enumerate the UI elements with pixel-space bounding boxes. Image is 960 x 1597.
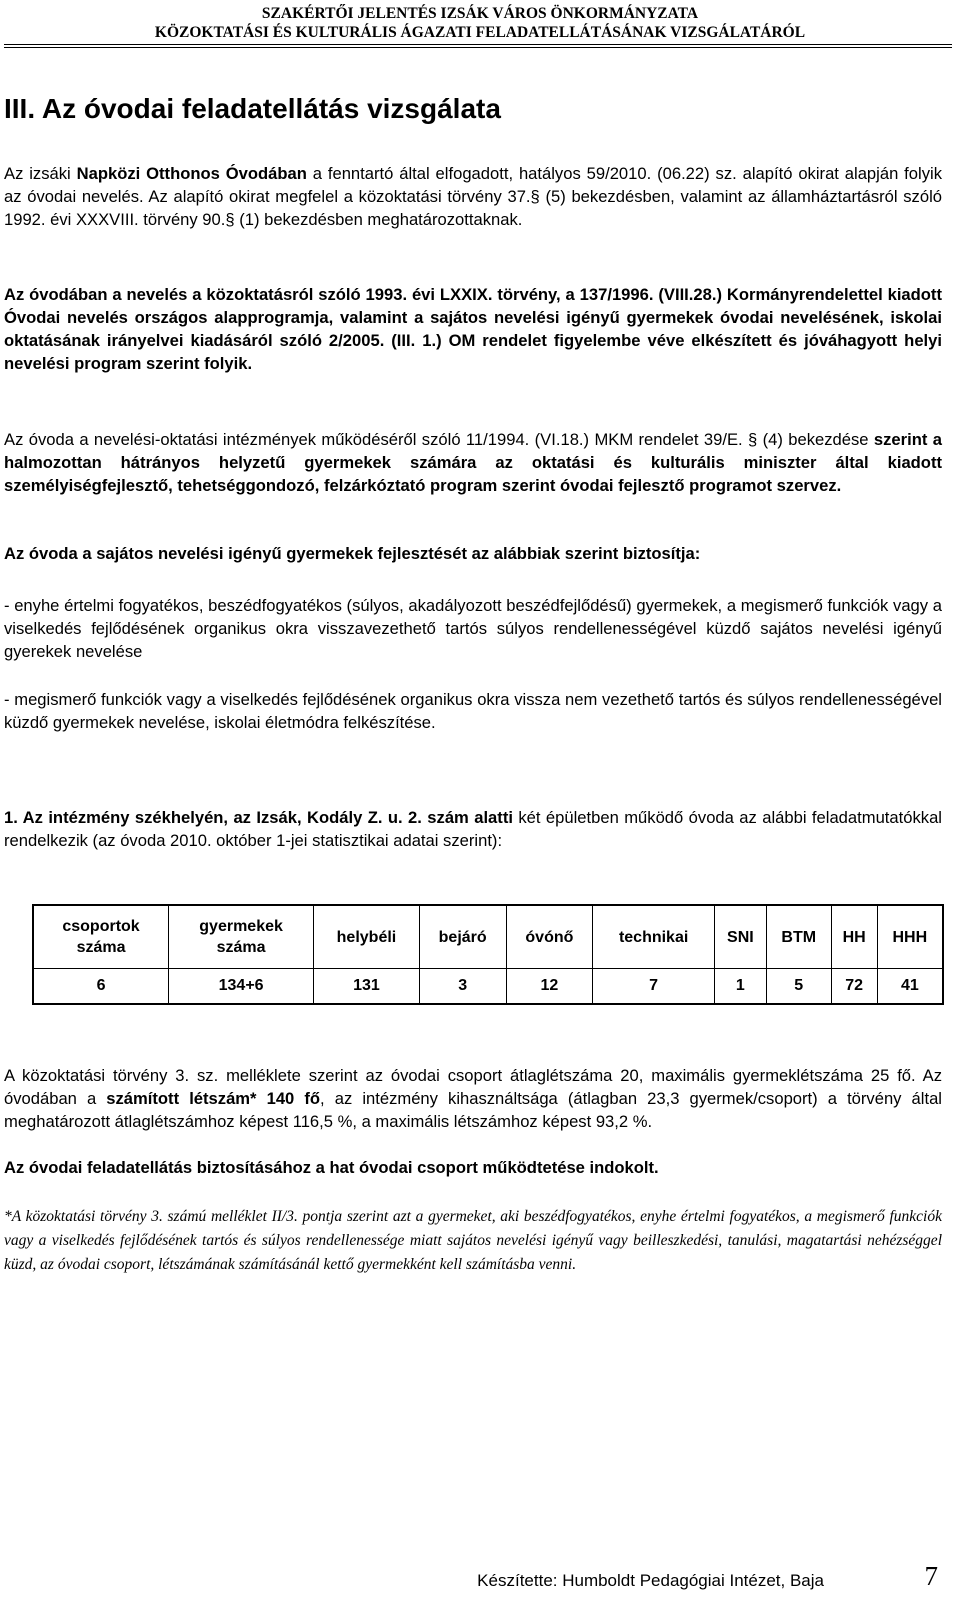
table-cell: 72 <box>831 969 877 1005</box>
paragraph-capacity <box>4 1064 942 1133</box>
table-header-cell: SNI <box>714 905 766 969</box>
page-number: 7 <box>924 1561 938 1591</box>
header-line-1: SZAKÉRTŐI JELENTÉS IZSÁK VÁROS ÖNKORMÁNYZATA <box>261 5 699 22</box>
table-row <box>33 969 943 1005</box>
paragraph-conclusion: Az óvodai feladatellátás biztosításához a hat óvodai csoport működtetése indokolt. <box>4 1158 659 1177</box>
p8-text-c: , az intézmény kihasználtsága (átlagban 23,3 gyermek/csoport) a törvény által meghatározott átlaglétszámhoz képest 116,5 %, a maximális létszámhoz képest 93,2 %. <box>4 1089 942 1131</box>
table-header-cell: csoportok száma <box>33 905 169 969</box>
table-header-cell: technikai <box>593 905 715 969</box>
table-cell: 134+6 <box>169 969 314 1005</box>
p1-text-c: a fenntartó által elfogadott, hatályos 59/2010. (06.22) sz. alapító okirat alapján folyik az óvodai nevelés. Az alapító okirat megfelel a közoktatási törvény 37.§ (5) bekezdésben, valamint az államháztartásról szóló 1992. évi XXXVIII. törvény 90.§ (1) bekezdésben meghatározottaknak. <box>4 164 942 229</box>
table-cell: 6 <box>33 969 169 1005</box>
paragraph-sni-item-1: - enyhe értelmi fogyatékos, beszédfogyatékos (súlyos, akadályozott beszédfejlődésű) gyermekek, a megismerő funkciók vagy a viselkedés fejlődésének organikus okra visszavezethető tartós súlyos rendellenességével küzdő sajátos nevelési igényű gyerekek nevelése <box>4 596 942 661</box>
footnote: *A közoktatási törvény 3. számú melléklet II/3. pontja szerint azt a gyermeket, aki beszédfogyatékos, enyhe értelmi fogyatékos, a megismerő funkciók vagy a viselkedés fejlődésének tartós és súlyos rendellenessége miatt sajátos nevelési igényű vagy beilleszkedési, tanulási, magatartási nehézséggel küzd, az óvodai csoport, létszámának számításánál kettő gyermekként kell számításba venni. <box>4 1208 942 1273</box>
p7-text-b: két épületben működő óvoda az alábbi feladatmutatókkal rendelkezik (az óvoda 2010. október 1-jei statisztikai adatai szerint): <box>4 808 942 850</box>
footer-author: Készítette: Humboldt Pedagógiai Intézet, Baja <box>477 1571 824 1590</box>
table-header-cell: HH <box>831 905 877 969</box>
table-header-row <box>33 905 943 969</box>
table-cell: 41 <box>877 969 943 1005</box>
table-cell: 131 <box>314 969 420 1005</box>
table-cell: 12 <box>506 969 593 1005</box>
kindergarten-name: Napközi Otthonos Óvodában <box>76 164 307 183</box>
table-header-cell: gyermekek száma <box>169 905 314 969</box>
statistics-table <box>32 904 944 1005</box>
p3-text-a: Az óvoda a nevelési-oktatási intézmények működéséről szóló 11/1994. (VI.18.) MKM rendelet 39/E. § (4) bekezdése <box>4 430 874 449</box>
table-header-cell: helybéli <box>314 905 420 969</box>
section-title: III. Az óvodai feladatellátás vizsgálata <box>4 93 501 124</box>
running-header <box>0 4 960 42</box>
header-divider <box>4 44 952 45</box>
paragraph-institution <box>4 806 942 852</box>
paragraph-legal-basis: Az óvodában a nevelés a közoktatásról szóló 1993. évi LXXIX. törvény, a 137/1996. (VIII.28.) Kormányrendelettel kiadott Óvodai nevelés országos alapprogramja, valamint a sajátos nevelési igényű gyermekek óvodai nevelésének, iskolai oktatásának irányelvei kiadásáról szóló 2/2005. (III. 1.) OM rendelet figyelembe véve elkészített és jóváhagyott helyi nevelési program szerint folyik. <box>4 285 942 373</box>
table-cell: 3 <box>419 969 506 1005</box>
paragraph-sni-item-2: - megismerő funkciók vagy a viselkedés fejlődésének organikus okra vissza nem vezethető tartós és súlyos rendellenességével küzdő gyermekek nevelése, iskolai életmódra felkészítése. <box>4 690 942 732</box>
paragraph-founding-document <box>4 162 942 231</box>
table-cell: 1 <box>714 969 766 1005</box>
header-divider-thin <box>4 47 952 48</box>
p1-text-a: Az izsáki <box>4 164 77 183</box>
table-cell: 7 <box>593 969 715 1005</box>
computed-headcount: számított létszám* 140 fő <box>106 1089 321 1108</box>
p3-text-b: szerint a halmozottan hátrányos helyzetű gyermekek számára az oktatási és kulturális miniszter által kiadott személyiségfejlesztő, tehetséggondozó, felzárkóztató program szerint óvodai fejlesztő programot szervez. <box>4 430 942 495</box>
institution-address: 1. Az intézmény székhelyén, az Izsák, Kodály Z. u. 2. szám alatti <box>4 808 513 827</box>
paragraph-program <box>4 428 942 497</box>
table-header-cell: bejáró <box>419 905 506 969</box>
table-header-cell: HHH <box>877 905 943 969</box>
p8-text-a: A közoktatási törvény 3. sz. melléklete szerint az óvodai csoport átlaglétszáma 20, maximális gyermeklétszáma 25 fő. Az óvodában a <box>4 1066 942 1108</box>
table-header-cell: BTM <box>766 905 831 969</box>
paragraph-sni-heading: Az óvoda a sajátos nevelési igényű gyermekek fejlesztését az alábbiak szerint biztosítja: <box>4 544 701 563</box>
header-line-2: KÖZOKTATÁSI ÉS KULTURÁLIS ÁGAZATI FELADATELLÁTÁSÁNAK VIZSGÁLATÁRÓL <box>154 24 806 41</box>
table-header-cell: óvónő <box>506 905 593 969</box>
table-cell: 5 <box>766 969 831 1005</box>
